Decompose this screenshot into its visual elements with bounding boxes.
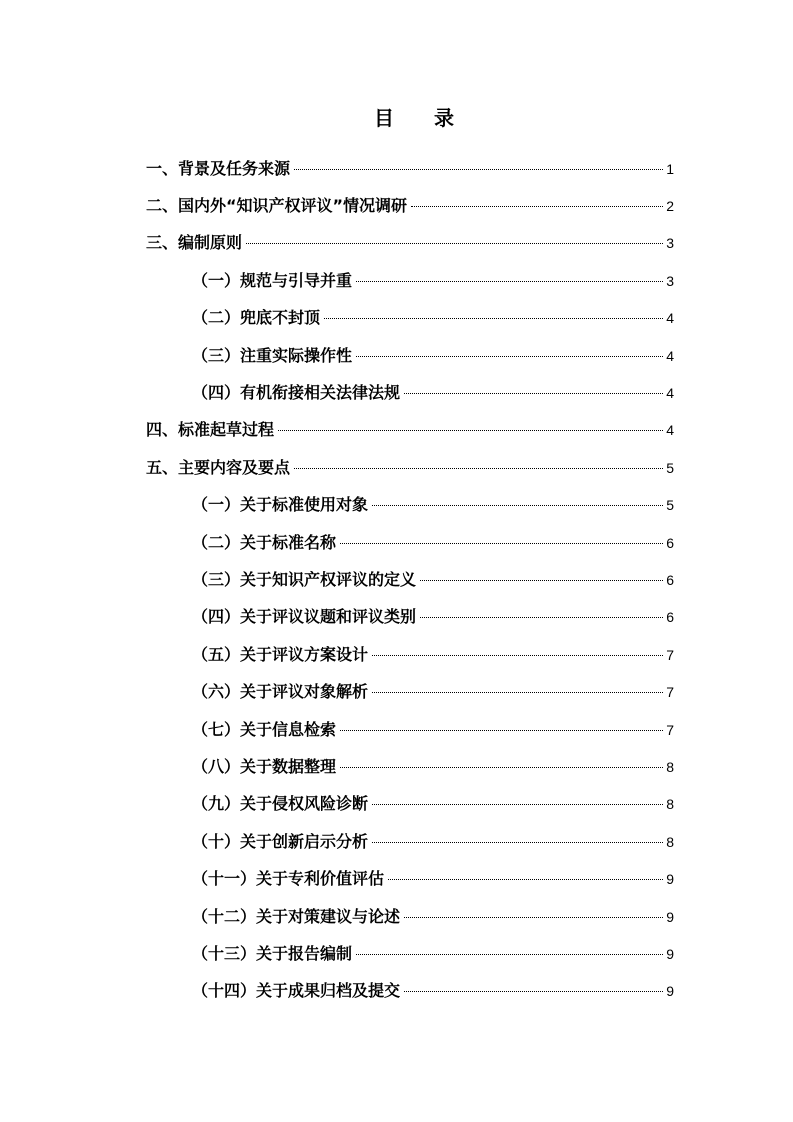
- toc-entry-page: 6: [666, 609, 674, 626]
- toc-entry-4[interactable]: [146, 412, 674, 449]
- toc-entry-5-10[interactable]: [146, 823, 674, 860]
- toc-entry-page: 4: [666, 310, 674, 327]
- dot-leader: [324, 318, 663, 319]
- toc-entry-label: （一）规范与引导并重: [192, 270, 353, 290]
- toc-entry-5-14[interactable]: [146, 973, 674, 1010]
- toc-entry-page: 3: [666, 235, 674, 252]
- dot-leader: [356, 356, 663, 357]
- toc-entry-5-6[interactable]: [146, 673, 674, 710]
- toc-entry-page: 4: [666, 385, 674, 402]
- toc-entry-label: （八）关于数据整理: [192, 756, 337, 776]
- dot-leader: [246, 243, 663, 244]
- toc-entry-label: （十三）关于报告编制: [192, 943, 353, 963]
- dot-leader: [340, 543, 663, 544]
- toc-entry-page: 5: [666, 459, 674, 476]
- toc-entry-label: 二、国内外“知识产权评议”情况调研: [146, 196, 408, 216]
- toc-entry-1[interactable]: [146, 150, 674, 187]
- toc-entry-label: （四）关于评议议题和评议类别: [192, 607, 417, 627]
- toc-entry-label: （九）关于侵权风险诊断: [192, 794, 369, 814]
- dot-leader: [278, 430, 663, 431]
- dot-leader: [372, 692, 663, 693]
- toc-entry-5-8[interactable]: [146, 748, 674, 785]
- toc-entry-page: 4: [666, 347, 674, 364]
- toc-entry-5[interactable]: [146, 449, 674, 486]
- toc-entry-5-4[interactable]: [146, 599, 674, 636]
- dot-leader: [404, 917, 663, 918]
- toc-entry-page: 1: [666, 160, 674, 177]
- toc-entry-page: 7: [666, 721, 674, 738]
- toc-entry-2[interactable]: [146, 187, 674, 224]
- toc-entry-page: 6: [666, 534, 674, 551]
- toc-entry-page: 9: [666, 871, 674, 888]
- toc-entry-5-7[interactable]: [146, 711, 674, 748]
- toc-entry-3-4[interactable]: [146, 374, 674, 411]
- toc-entry-3-1[interactable]: [146, 262, 674, 299]
- dot-leader: [340, 730, 663, 731]
- toc-entry-5-5[interactable]: [146, 636, 674, 673]
- toc-entry-label: （二）关于标准名称: [192, 532, 337, 552]
- toc-entry-label: 五、主要内容及要点: [146, 457, 291, 477]
- dot-leader: [372, 842, 663, 843]
- toc-entry-5-3[interactable]: [146, 561, 674, 598]
- dot-leader: [340, 767, 663, 768]
- dot-leader: [404, 991, 663, 992]
- toc-entry-label: （四）有机衔接相关法律法规: [192, 383, 401, 403]
- toc-entry-label: （十二）关于对策建议与论述: [192, 906, 401, 926]
- toc-entry-label: （二）兜底不封顶: [192, 308, 321, 328]
- toc-entry-label: （五）关于评议方案设计: [192, 644, 369, 664]
- toc-entry-label: 一、背景及任务来源: [146, 158, 291, 178]
- dot-leader: [420, 580, 663, 581]
- dot-leader: [294, 468, 663, 469]
- dot-leader: [404, 393, 663, 394]
- toc-entry-3-3[interactable]: [146, 337, 674, 374]
- dot-leader: [372, 655, 663, 656]
- toc-entry-page: 8: [666, 796, 674, 813]
- toc-entry-page: 8: [666, 833, 674, 850]
- dot-leader: [372, 804, 663, 805]
- toc-entry-page: 2: [666, 198, 674, 215]
- toc-entry-label: （十四）关于成果归档及提交: [192, 981, 401, 1001]
- toc-entry-label: （十）关于创新启示分析: [192, 831, 369, 851]
- toc-entry-page: 7: [666, 646, 674, 663]
- toc-entry-label: （三）注重实际操作性: [192, 345, 353, 365]
- toc-entry-page: 5: [666, 497, 674, 514]
- toc-entry-label: （十一）关于专利价值评估: [192, 869, 385, 889]
- toc-entry-5-9[interactable]: [146, 786, 674, 823]
- title-char-1: 目: [374, 106, 394, 130]
- toc-entry-page: 4: [666, 422, 674, 439]
- toc-entry-page: 3: [666, 272, 674, 289]
- dot-leader: [411, 206, 663, 207]
- dot-leader: [420, 617, 663, 618]
- dot-leader: [356, 954, 663, 955]
- toc-entry-5-13[interactable]: [146, 935, 674, 972]
- toc-entry-3-2[interactable]: [146, 300, 674, 337]
- toc-entry-page: 9: [666, 983, 674, 1000]
- title-char-2: 录: [434, 106, 454, 130]
- table-of-contents: [146, 150, 674, 1010]
- toc-entry-5-12[interactable]: [146, 898, 674, 935]
- dot-leader: [372, 505, 663, 506]
- toc-entry-label: 三、编制原则: [146, 233, 243, 253]
- toc-entry-page: 6: [666, 571, 674, 588]
- dot-leader: [356, 281, 663, 282]
- toc-entry-page: 9: [666, 908, 674, 925]
- toc-entry-page: 9: [666, 945, 674, 962]
- toc-entry-page: 8: [666, 758, 674, 775]
- toc-entry-5-11[interactable]: [146, 860, 674, 897]
- toc-entry-3[interactable]: [146, 225, 674, 262]
- toc-entry-5-2[interactable]: [146, 524, 674, 561]
- toc-entry-5-1[interactable]: [146, 487, 674, 524]
- toc-entry-label: （一）关于标准使用对象: [192, 495, 369, 515]
- dot-leader: [388, 879, 663, 880]
- dot-leader: [294, 169, 663, 170]
- page-title: [0, 104, 793, 132]
- toc-entry-label: （六）关于评议对象解析: [192, 682, 369, 702]
- toc-entry-label: （七）关于信息检索: [192, 719, 337, 739]
- toc-entry-page: 7: [666, 684, 674, 701]
- toc-entry-label: （三）关于知识产权评议的定义: [192, 569, 417, 589]
- toc-entry-label: 四、标准起草过程: [146, 420, 275, 440]
